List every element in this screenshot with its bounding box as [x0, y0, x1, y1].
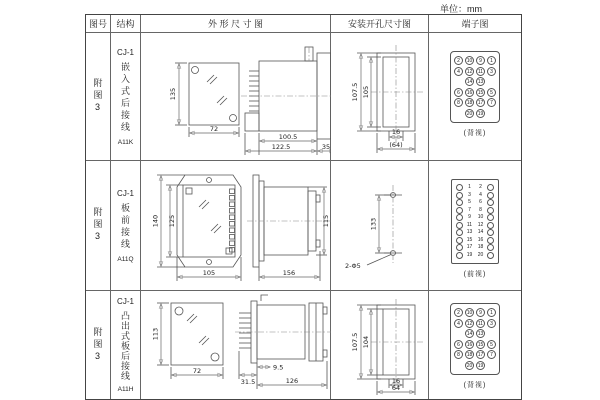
- terminal-circle: 4: [454, 319, 463, 328]
- terminal-box: [451, 179, 499, 264]
- terminal-circle: [487, 222, 494, 229]
- terminal-circle: 16: [466, 89, 473, 96]
- terminal-blank: [487, 329, 496, 338]
- terminal-circle: [487, 199, 494, 206]
- terminal-number: 5: [468, 199, 471, 205]
- dim-front-height: 135: [169, 87, 177, 101]
- row1-outline-drawing: [141, 33, 331, 161]
- terminal-blank: [487, 77, 496, 86]
- terminal-circle: 19: [477, 362, 484, 369]
- terminal-circle: [487, 192, 494, 199]
- terminal-circle: 6: [454, 88, 463, 97]
- model-code: A11H: [117, 386, 134, 393]
- structure-desc: 板前接线: [120, 202, 130, 251]
- row2-install-drawing: [331, 161, 429, 291]
- terminal-circle: 20: [466, 110, 473, 117]
- dim-side-a: 100.5: [278, 133, 298, 141]
- terminal-circle: 20: [466, 362, 473, 369]
- terminal-row: [454, 88, 496, 97]
- header-outline: 外 形 尺 寸 图: [141, 15, 331, 33]
- header-structure: 结构: [111, 15, 141, 33]
- dimension-table: [85, 14, 522, 400]
- terminal-circle: [456, 237, 463, 244]
- terminal-circle: 1: [487, 308, 496, 317]
- dim-front-height: 113: [151, 327, 160, 341]
- terminal-circle: 1: [487, 56, 496, 65]
- outline-dimension-diagram: [141, 291, 331, 399]
- row3-terminal-diagram: [429, 291, 521, 399]
- terminal-row: [454, 67, 496, 76]
- terminal-row: [454, 109, 496, 118]
- row3-install-drawing: [331, 291, 429, 399]
- terminal-circle: 2: [454, 308, 463, 317]
- terminal-circle: [487, 184, 494, 191]
- terminal-circle: [456, 207, 463, 214]
- terminal-circle: 16: [466, 341, 473, 348]
- terminal-number: 19: [466, 251, 473, 258]
- model-label: CJ-1: [117, 297, 134, 306]
- outline-dimension-diagram: [141, 161, 331, 291]
- terminal-circle: 19: [477, 110, 484, 117]
- terminal-blank: [487, 361, 496, 370]
- row1-structure: [111, 33, 141, 161]
- terminal-circle: 2: [454, 56, 463, 65]
- terminal-circle: 8: [454, 98, 463, 107]
- terminal-circle: [487, 237, 494, 244]
- dim-front-inner: 125: [168, 214, 176, 228]
- terminal-number: 13: [466, 229, 473, 235]
- terminal-box: [450, 51, 500, 123]
- terminal-blank: [454, 329, 463, 338]
- terminal-row: [456, 207, 494, 214]
- terminal-number: 1: [468, 184, 471, 190]
- terminal-circle: 11: [477, 68, 484, 75]
- terminal-number: 16: [477, 236, 484, 243]
- terminal-circle: 5: [487, 340, 496, 349]
- terminal-circle: [456, 184, 463, 191]
- terminal-circle: [487, 214, 494, 221]
- row2-structure: [111, 161, 141, 291]
- terminal-blank: [454, 109, 463, 118]
- terminal-row: [454, 308, 496, 317]
- fig-no-text: 附图3: [92, 326, 103, 364]
- terminal-number: 14: [477, 229, 484, 235]
- row1-fig-no: [86, 33, 111, 161]
- dim-inst-inner: 104: [362, 335, 370, 349]
- dim-hole-label: 2-Φ5: [345, 262, 361, 270]
- terminal-circle: 9: [476, 56, 485, 65]
- structure-desc: 凸出式板后接线: [120, 311, 130, 381]
- terminal-diagram: [444, 303, 506, 390]
- install-hole-diagram: [331, 161, 429, 291]
- row3-outline-drawing: [141, 291, 331, 399]
- install-hole-diagram: [331, 33, 429, 161]
- terminal-row: [454, 329, 496, 338]
- terminal-row: [456, 214, 494, 221]
- dim-inst-v: 133: [369, 217, 378, 231]
- terminal-view-label: (背视): [463, 129, 487, 137]
- row1-install-drawing: [331, 33, 429, 161]
- terminal-blank: [454, 77, 463, 86]
- dim-side-c: 126: [285, 377, 299, 385]
- row2-terminal-diagram: [429, 161, 521, 291]
- terminal-circle: [456, 222, 463, 229]
- terminal-row: [454, 319, 496, 328]
- dim-inst-outer: 107.5: [351, 332, 359, 352]
- dim-inst-w2: 64: [391, 384, 401, 392]
- terminal-circle: 14: [466, 331, 473, 337]
- terminal-circle: 6: [454, 340, 463, 349]
- terminal-circle: [456, 214, 463, 221]
- terminal-circle: 3: [487, 67, 496, 76]
- terminal-circle: 13: [477, 79, 484, 85]
- terminal-circle: 18: [466, 352, 473, 358]
- terminal-circle: 11: [477, 320, 484, 327]
- model-code: A11K: [117, 138, 134, 146]
- terminal-circle: 12: [466, 68, 473, 75]
- terminal-number: 2: [479, 184, 482, 190]
- terminal-number: 11: [466, 221, 473, 228]
- terminal-circle: [456, 192, 463, 199]
- dim-side-c: 35: [321, 143, 331, 151]
- terminal-row: [456, 237, 494, 244]
- terminal-number: 6: [479, 199, 482, 205]
- terminal-view-label: (背视): [463, 381, 487, 389]
- terminal-row: [454, 77, 496, 86]
- terminal-circle: [487, 252, 494, 259]
- row1-terminal-diagram: [429, 33, 521, 161]
- fig-no-text: 附图3: [92, 207, 103, 244]
- terminal-circle: 8: [454, 350, 463, 359]
- outline-dimension-diagram: [141, 33, 331, 161]
- terminal-number: 4: [479, 191, 482, 198]
- terminal-number: 18: [477, 244, 484, 250]
- terminal-circle: 15: [477, 341, 484, 348]
- model-code: A11Q: [117, 255, 134, 263]
- dim-side-a: 31.5: [240, 378, 256, 386]
- dim-front-width: 72: [192, 367, 202, 375]
- model-label: CJ-1: [117, 188, 134, 198]
- terminal-circle: 18: [466, 100, 473, 106]
- header-fig-no: 图号: [86, 15, 111, 33]
- dim-front-outer: 140: [151, 214, 160, 228]
- terminal-diagram: [444, 51, 506, 138]
- terminal-row: [456, 222, 494, 229]
- terminal-blank: [487, 109, 496, 118]
- terminal-circle: [456, 244, 463, 251]
- model-label: CJ-1: [117, 47, 134, 57]
- dim-side-length: 156: [282, 269, 296, 277]
- terminal-circle: 14: [466, 79, 473, 85]
- terminal-circle: 10: [466, 310, 473, 316]
- terminal-number: 7: [468, 206, 471, 213]
- terminal-number: 20: [477, 251, 484, 258]
- terminal-circle: 9: [476, 308, 485, 317]
- terminal-circle: 13: [477, 331, 484, 337]
- terminal-number: 9: [468, 214, 471, 220]
- terminal-circle: [456, 229, 463, 236]
- terminal-row: [456, 199, 494, 206]
- dim-inst-inner: 105: [362, 85, 370, 99]
- dim-inst-outer: 107.5: [351, 82, 359, 102]
- dim-side-b: 9.5: [273, 363, 284, 372]
- terminal-circle: [456, 199, 463, 206]
- dim-front-width: 72: [209, 125, 219, 133]
- terminal-diagram: [447, 179, 503, 279]
- terminal-row: [456, 244, 494, 251]
- terminal-circle: [487, 229, 494, 236]
- terminal-box: [450, 303, 500, 375]
- row3-fig-no: [86, 291, 111, 399]
- terminal-circle: [456, 252, 463, 259]
- fig-no-text: 附图3: [92, 78, 103, 115]
- terminal-view-label: (前视): [463, 270, 487, 278]
- header-terminal: 端子图: [429, 15, 521, 33]
- terminal-number: 12: [477, 221, 484, 228]
- terminal-circle: 10: [466, 58, 473, 64]
- structure-desc: 嵌入式后接线: [120, 61, 130, 134]
- dim-side-b: 122.5: [271, 143, 291, 151]
- terminal-circle: 7: [487, 350, 496, 359]
- terminal-circle: [487, 244, 494, 251]
- row3-structure: [111, 291, 141, 399]
- terminal-row: [456, 184, 494, 191]
- terminal-circle: 17: [477, 100, 484, 106]
- terminal-number: 3: [468, 191, 471, 198]
- terminal-row: [454, 56, 496, 65]
- terminal-circle: 3: [487, 319, 496, 328]
- dim-inst-w1: 16: [391, 128, 401, 136]
- terminal-circle: 17: [477, 352, 484, 358]
- dim-front-width: 105: [202, 269, 216, 277]
- terminal-blank: [454, 361, 463, 370]
- terminal-row: [456, 192, 494, 199]
- dim-inst-w2: (64): [389, 141, 403, 149]
- dim-side-height: 115: [322, 214, 330, 228]
- terminal-circle: 7: [487, 98, 496, 107]
- terminal-row: [454, 350, 496, 359]
- terminal-number: 15: [466, 236, 473, 243]
- terminal-number: 17: [466, 244, 473, 250]
- unit-label: 单位：mm: [440, 4, 482, 14]
- row2-outline-drawing: [141, 161, 331, 291]
- terminal-number: 10: [477, 214, 484, 220]
- terminal-circle: 12: [466, 320, 473, 327]
- terminal-number: 8: [479, 206, 482, 213]
- dim-inst-w1: 16: [391, 377, 401, 385]
- terminal-row: [456, 229, 494, 236]
- terminal-row: [454, 361, 496, 370]
- terminal-row: [454, 340, 496, 349]
- install-hole-diagram: [331, 291, 429, 399]
- row2-fig-no: [86, 161, 111, 291]
- terminal-circle: [487, 207, 494, 214]
- terminal-row: [456, 252, 494, 259]
- terminal-circle: 4: [454, 67, 463, 76]
- terminal-row: [454, 98, 496, 107]
- header-install: 安装开孔尺寸图: [331, 15, 429, 33]
- terminal-circle: 15: [477, 89, 484, 96]
- terminal-circle: 5: [487, 88, 496, 97]
